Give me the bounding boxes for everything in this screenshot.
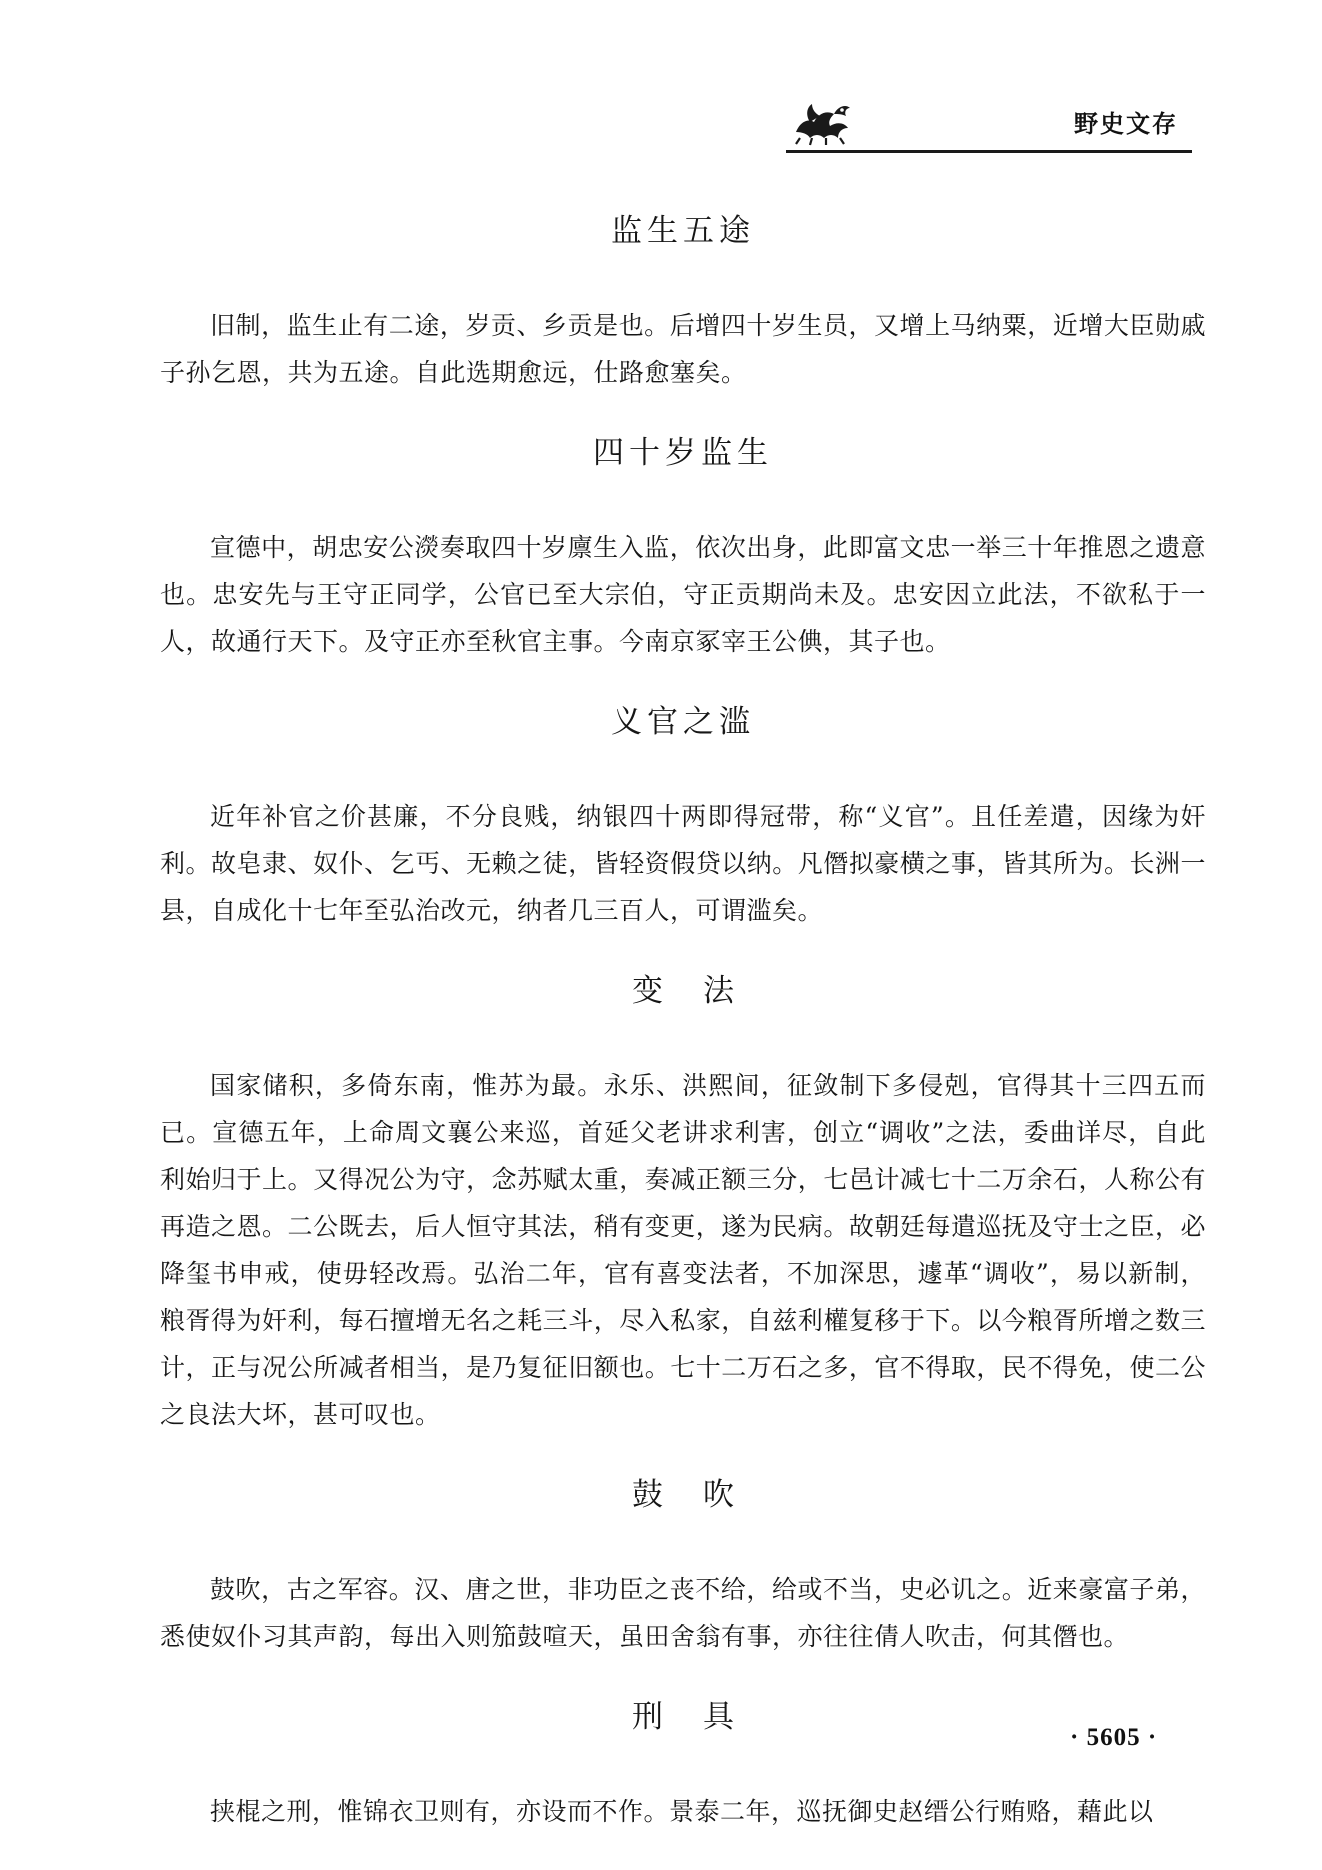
section-title: 四十岁监生 [593, 435, 773, 471]
section [160, 1472, 1206, 1660]
section-paragraph: 挟棍之刑，惟锦衣卫则有，亦设而不作。景泰二年，巡抚御史赵缙公行贿赂，藉此以 [210, 1797, 1154, 1826]
section-paragraph: 国家储积，多倚东南，惟苏为最。永乐、洪熙间，征敛制下多侵剋，官得其十三四五而已。宣德五年，上命周文襄公来巡，首延父老讲求利害，创立“调收”之法，委曲详尽，自此利始归于上。又得况公为守，念苏赋太重，奏减正额三分，七邑计减七十二万余石，人称公有再造之恩。二公既去，后人恒守其法，稍有变更，遂为民病。故朝廷每遣巡抚及守士之臣，必降玺书申戒，使毋轻改焉。弘治二年，官有喜变法者，不加深思，遽革“调收”，易以新制，粮胥得为奸利，每石擅增无名之耗三斗，尽入私家，自兹利權复移于下。以今粮胥所增之数三计，正与况公所减者相当，是乃复征旧额也。七十二万石之多，官不得取，民不得免，使二公之良法大坏，甚可叹也。 [160, 1071, 1206, 1429]
page-number: · 5605 · [1070, 1724, 1158, 1751]
section [160, 1694, 1206, 1835]
dragon-logo-icon [790, 92, 856, 148]
section [160, 968, 1206, 1438]
section [160, 430, 1206, 665]
series-title: 野史文存 [1074, 110, 1178, 138]
section [160, 699, 1206, 934]
section-title: 义官之滥 [611, 704, 755, 740]
section-title: 变法 [632, 973, 774, 1009]
section-title: 监生五途 [611, 213, 755, 249]
section-paragraph: 近年补官之价甚廉，不分良贱，纳银四十两即得冠带，称“义官”。且任差遣，因缘为奸利。故皂隶、奴仆、乞丐、无赖之徒，皆轻资假贷以纳。凡僭拟豪横之事，皆其所为。长洲一县，自成化十七年至弘治改元，纳者几三百人，可谓滥矣。 [160, 802, 1206, 925]
section-paragraph: 宣德中，胡忠安公濙奏取四十岁廪生入监，依次出身，此即富文忠一举三十年推恩之遗意也。忠安先与王守正同学，公官已至大宗伯，守正贡期尚未及。忠安因立此法，不欲私于一人，故通行天下。及守正亦至秋官主事。今南京冢宰王公倎，其子也。 [160, 533, 1206, 656]
header-rule [786, 150, 1192, 153]
running-header [786, 88, 1192, 154]
section-title: 刑具 [632, 1699, 774, 1735]
section-title: 鼓吹 [632, 1477, 774, 1513]
section-paragraph: 鼓吹，古之军容。汉、唐之世，非功臣之丧不给，给或不当，史必讥之。近来豪富子弟，悉使奴仆习其声韵，每出入则笳鼓喧天，虽田舍翁有事，亦往往倩人吹击，何其僭也。 [160, 1575, 1206, 1651]
page-body [160, 208, 1206, 1835]
section [160, 208, 1206, 396]
section-paragraph: 旧制，监生止有二途，岁贡、乡贡是也。后增四十岁生员，又增上马纳粟，近增大臣勋戚子孙乞恩，共为五途。自此选期愈远，仕路愈塞矣。 [160, 311, 1206, 387]
